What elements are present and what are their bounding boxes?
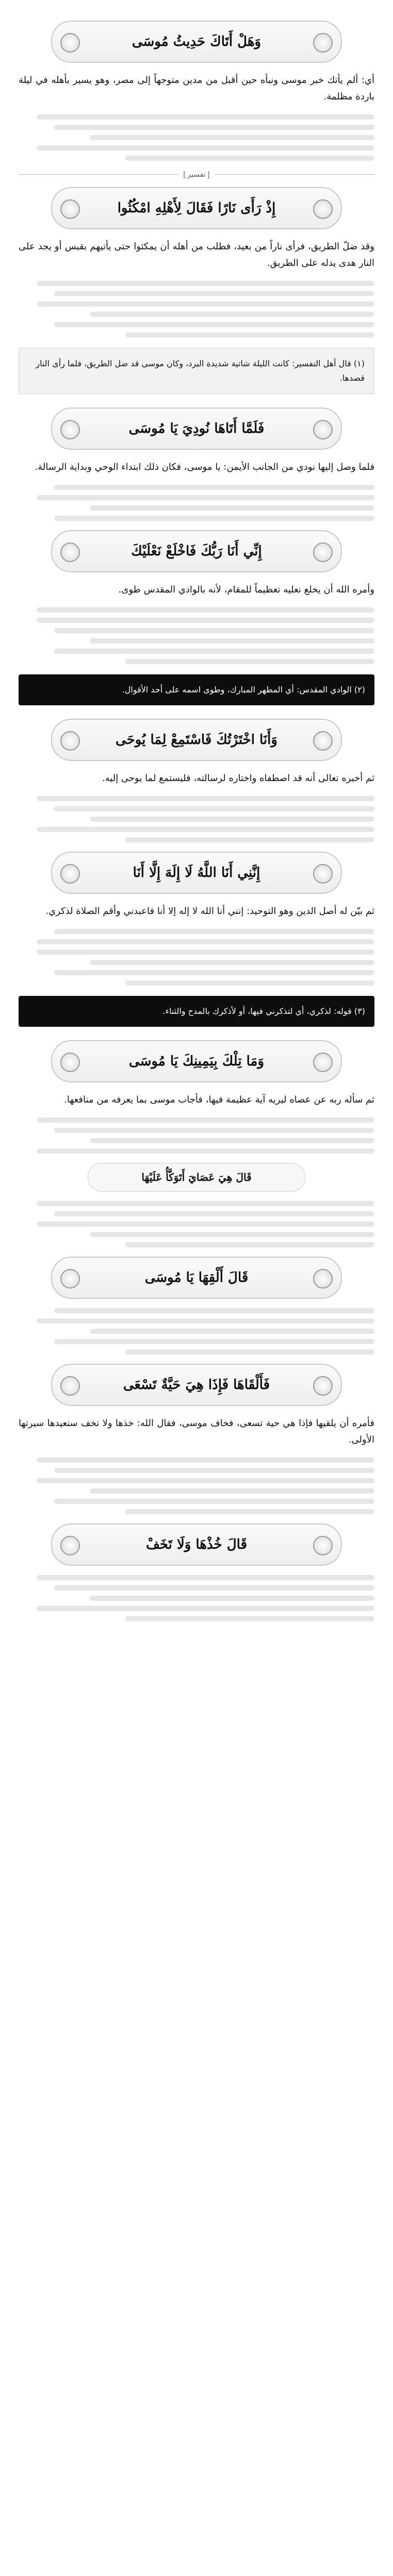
ornament-icon <box>60 1376 80 1396</box>
ornament-icon <box>313 1269 333 1289</box>
ornament-icon <box>313 731 333 751</box>
ornament-icon <box>60 543 80 562</box>
ornament-icon <box>313 1536 333 1555</box>
text-block <box>19 1575 374 1621</box>
paragraph: وقد ضلّ الطريق، فرأى ناراً من بعيد، فطلب من أهله أن يمكثوا حتى يأتيهم بقبس أو يجد على النار هدى يدله على الطريق. <box>19 241 374 268</box>
text-block <box>19 485 374 521</box>
verse-banner <box>51 530 342 572</box>
text-block <box>19 1201 374 1247</box>
text-block <box>19 1117 374 1154</box>
verse-banner <box>51 1364 342 1406</box>
footnote-box: (١) قال أهل التفسير: كانت الليلة شاتية شديدة البرد، وكان موسى قد ضل الطريق، فلما رأى النار قصدها. <box>19 348 374 394</box>
paragraph: ثم بيّن له أصل الدين وهو التوحيد: إنني أنا الله لا إله إلا أنا فاعبدني وأقم الصلاة لذكري. <box>45 906 374 917</box>
paragraph: ثم سأله ربه عن عصاه ليريه آية عظيمة فيها، فأجاب موسى بما يعرفه من منافعها. <box>64 1094 374 1105</box>
paragraph: ثم أخبره تعالى أنه قد اصطفاه واختاره لرسالته، فليستمع لما يوحى إليه. <box>102 773 374 784</box>
ornament-icon <box>313 1053 333 1072</box>
verse-subbanner: قَالَ هِيَ عَصَايَ أَتَوَكَّأُ عَلَيْهَا <box>88 1163 305 1192</box>
ornament-icon <box>313 1376 333 1396</box>
footnote-box: (٣) قوله: لذكري، أي لتذكرني فيها، أو لأذكرك بالمدح والثناء. <box>19 996 374 1027</box>
ornament-icon <box>60 420 80 439</box>
verse-text: وَمَا تِلْكَ بِيَمِينِكَ يَا مُوسَى <box>128 1054 265 1069</box>
paragraph: وأمره الله أن يخلع نعليه تعظيماً للمقام، لأنه بالوادي المقدس طوى. <box>118 584 374 595</box>
ornament-icon <box>313 543 333 562</box>
verse-banner <box>51 1040 342 1082</box>
verse-banner <box>51 1257 342 1299</box>
verse-text: فَلَمَّا أَتَاهَا نُودِيَ يَا مُوسَى <box>128 421 265 436</box>
ornament-icon <box>60 731 80 751</box>
text-block <box>19 796 374 842</box>
ornament-icon <box>60 33 80 53</box>
paragraph: فلما وصل إليها نودي من الجانب الأيمن: يا موسى، فكان ذلك ابتداء الوحي وبداية الرسالة. <box>35 462 374 472</box>
verse-text: وَأَنَا اخْتَرْتُكَ فَاسْتَمِعْ لِمَا يُوحَى <box>116 732 277 748</box>
text-block <box>19 114 374 161</box>
verse-banner <box>51 852 342 894</box>
verse-text: قَالَ خُذْهَا وَلَا تَخَفْ <box>145 1537 248 1552</box>
verse-text: إِذْ رَأَى نَارًا فَقَالَ لِأَهْلِهِ امْكُثُوا <box>117 200 276 216</box>
text-block <box>19 1308 374 1354</box>
ornament-icon <box>313 420 333 439</box>
text-block <box>19 929 374 986</box>
ornament-icon <box>313 199 333 219</box>
footnote-box: (٢) الوادي المقدس: أي المطهر المبارك، وطوى اسمه على أحد الأقوال. <box>19 674 374 705</box>
verse-banner <box>51 1523 342 1566</box>
verse-text: إِنَّنِي أَنَا اللَّهُ لَا إِلَهَ إِلَّا أَنَا <box>133 865 260 880</box>
verse-banner <box>51 719 342 761</box>
ornament-icon <box>313 864 333 884</box>
ornament-icon <box>60 1053 80 1072</box>
text-block <box>19 281 374 337</box>
text-block <box>19 607 374 664</box>
verse-banner <box>51 408 342 450</box>
verse-text: إِنِّي أَنَا رَبُّكَ فَاخْلَعْ نَعْلَيْكَ <box>131 544 262 559</box>
verse-banner <box>51 21 342 63</box>
ornament-icon <box>60 199 80 219</box>
verse-text: فَأَلْقَاهَا فَإِذَا هِيَ حَيَّةٌ تَسْعَى <box>123 1377 270 1393</box>
ornament-icon <box>60 1269 80 1289</box>
ornament-icon <box>60 1536 80 1555</box>
text-block <box>19 1458 374 1514</box>
verse-text: وَهَلْ أَتَاكَ حَدِيثُ مُوسَى <box>132 34 261 49</box>
paragraph: فأمره أن يلقيها فإذا هي حية تسعى، فخاف موسى، فقال الله: خذها ولا تخف سنعيدها سيرتها الأولى. <box>19 1418 374 1445</box>
ornament-icon <box>313 33 333 53</box>
section-label: [ تفسير ] <box>183 170 210 178</box>
paragraph: أي: ألم يأتك خبر موسى ونبأه حين أقبل من مدين متوجهاً إلى مصر، وهو يسير بأهله في ليلة باردة مظلمة. <box>19 75 374 102</box>
verse-text: قَالَ أَلْقِهَا يَا مُوسَى <box>144 1270 249 1285</box>
ornament-icon <box>60 864 80 884</box>
verse-banner <box>51 187 342 229</box>
section-divider <box>19 170 374 179</box>
